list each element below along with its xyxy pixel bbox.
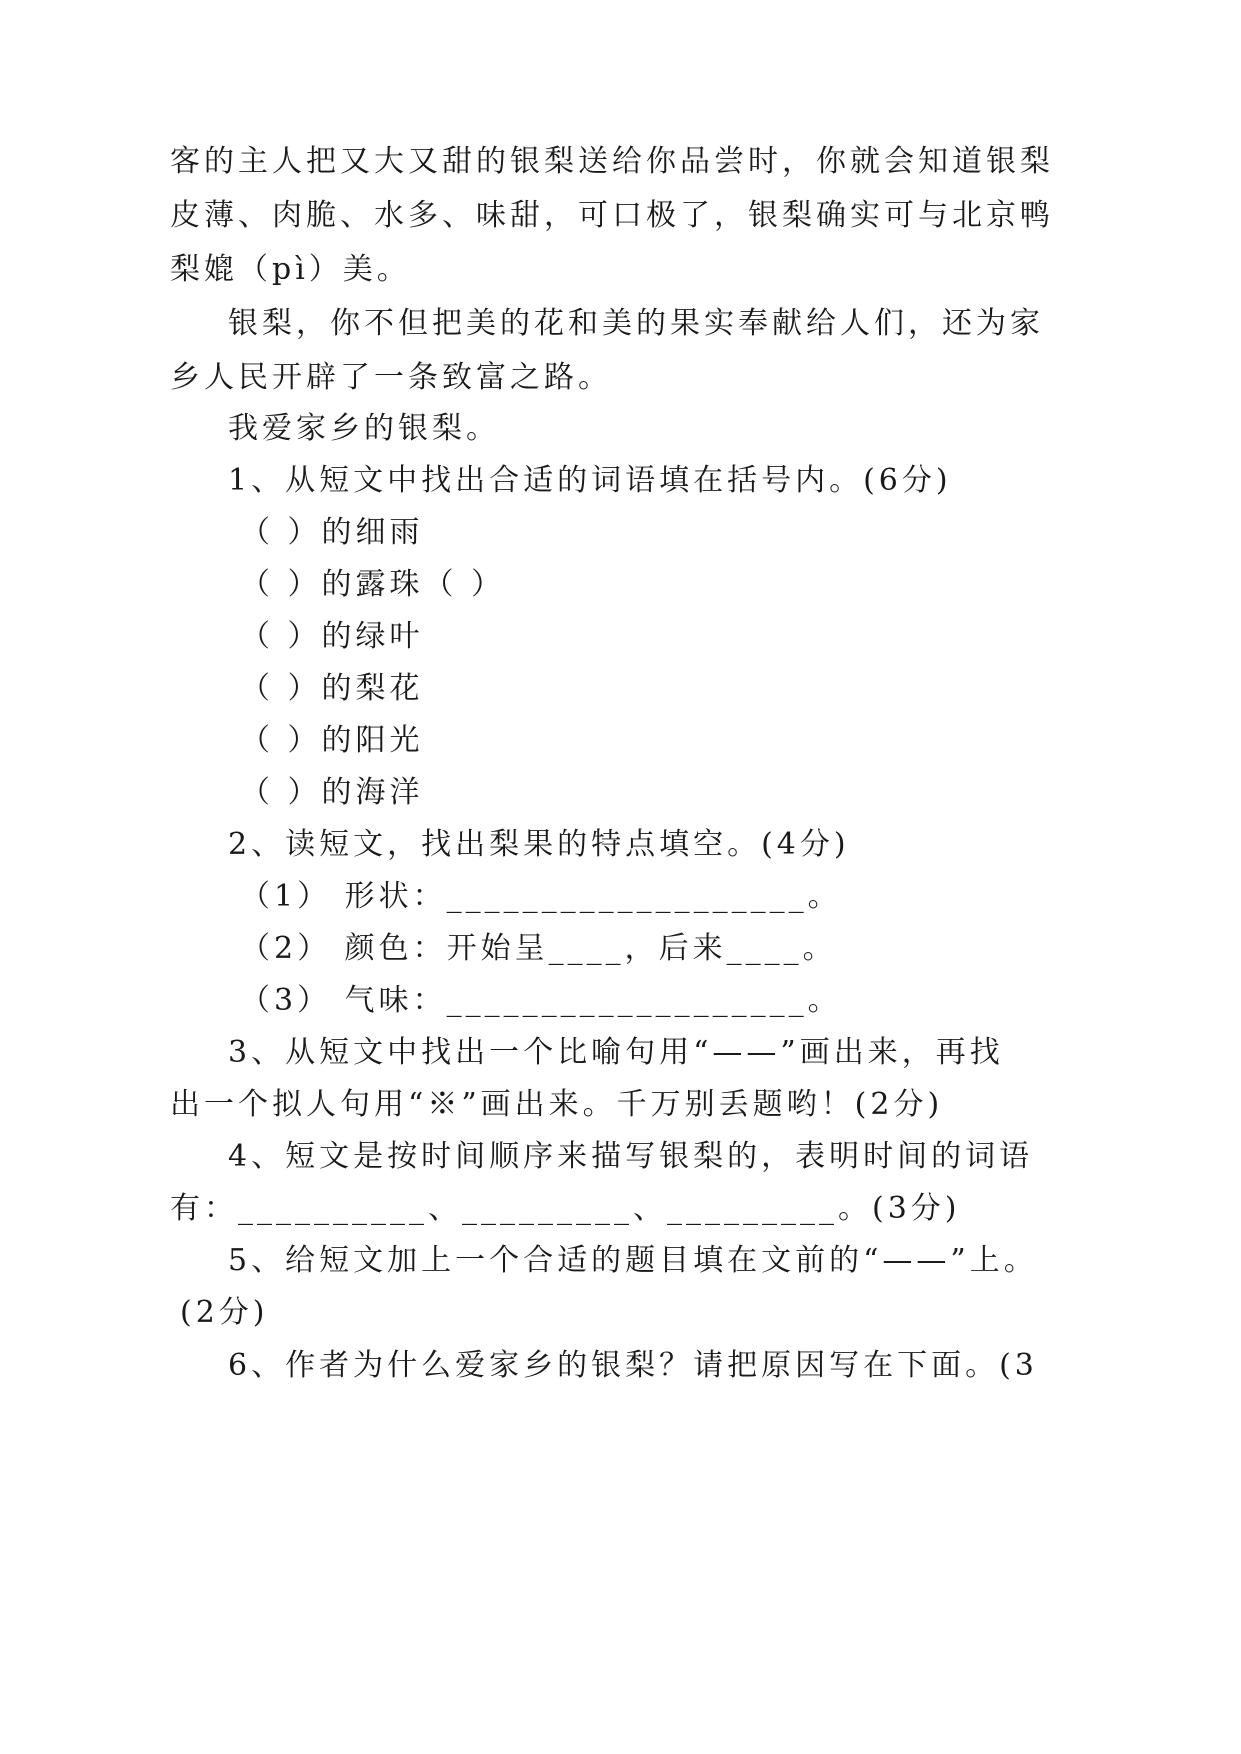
question-1-item: （ ）的绿叶 (240, 619, 424, 654)
question-5-line: 5、给短文加上一个合适的题目填在文前的“——”上。 (228, 1243, 1038, 1278)
question-1-title: 1、从短文中找出合适的词语填在括号内。(6分) (228, 463, 952, 498)
question-6-line: 6、作者为什么爱家乡的银梨？请把原因写在下面。(3 (228, 1348, 1038, 1383)
question-3-line: 3、从短文中找出一个比喻句用“——”画出来，再找 (228, 1035, 1004, 1070)
question-4-line: 有：__________、_________、_________。(3分) (170, 1191, 961, 1226)
question-1-item: （ ）的细雨 (240, 515, 424, 550)
question-4-line: 4、短文是按时间顺序来描写银梨的，表明时间的词语 (228, 1139, 1034, 1174)
question-3-line: 出一个拟人句用“※”画出来。千万别丢题哟！(2分) (170, 1087, 944, 1122)
passage-line: 皮薄、肉脆、水多、味甜，可口极了，银梨确实可与北京鸭 (170, 198, 1054, 233)
passage-line: 乡人民开辟了一条致富之路。 (170, 360, 612, 395)
passage-line: 我爱家乡的银梨。 (228, 411, 500, 446)
question-1-item: （ ）的梨花 (240, 671, 424, 706)
question-1-item: （ ）的阳光 (240, 723, 424, 758)
passage-line: 梨媲（pì）美。 (170, 252, 411, 287)
question-2-item: （2） 颜色：开始呈____，后来____。 (240, 931, 837, 966)
passage-line: 客的主人把又大又甜的银梨送给你品尝时，你就会知道银梨 (170, 144, 1054, 179)
question-2-item: （1） 形状：___________________。 (240, 879, 842, 914)
question-1-item: （ ）的海洋 (240, 775, 424, 810)
question-2-item: （3） 气味：___________________。 (240, 983, 842, 1018)
question-2-title: 2、读短文，找出梨果的特点填空。(4分) (228, 827, 850, 862)
passage-line: 银梨，你不但把美的花和美的果实奉献给人们，还为家 (228, 306, 1044, 341)
question-1-item: （ ）的露珠（ ） (240, 567, 506, 602)
question-5-line: (2分) (180, 1295, 269, 1330)
